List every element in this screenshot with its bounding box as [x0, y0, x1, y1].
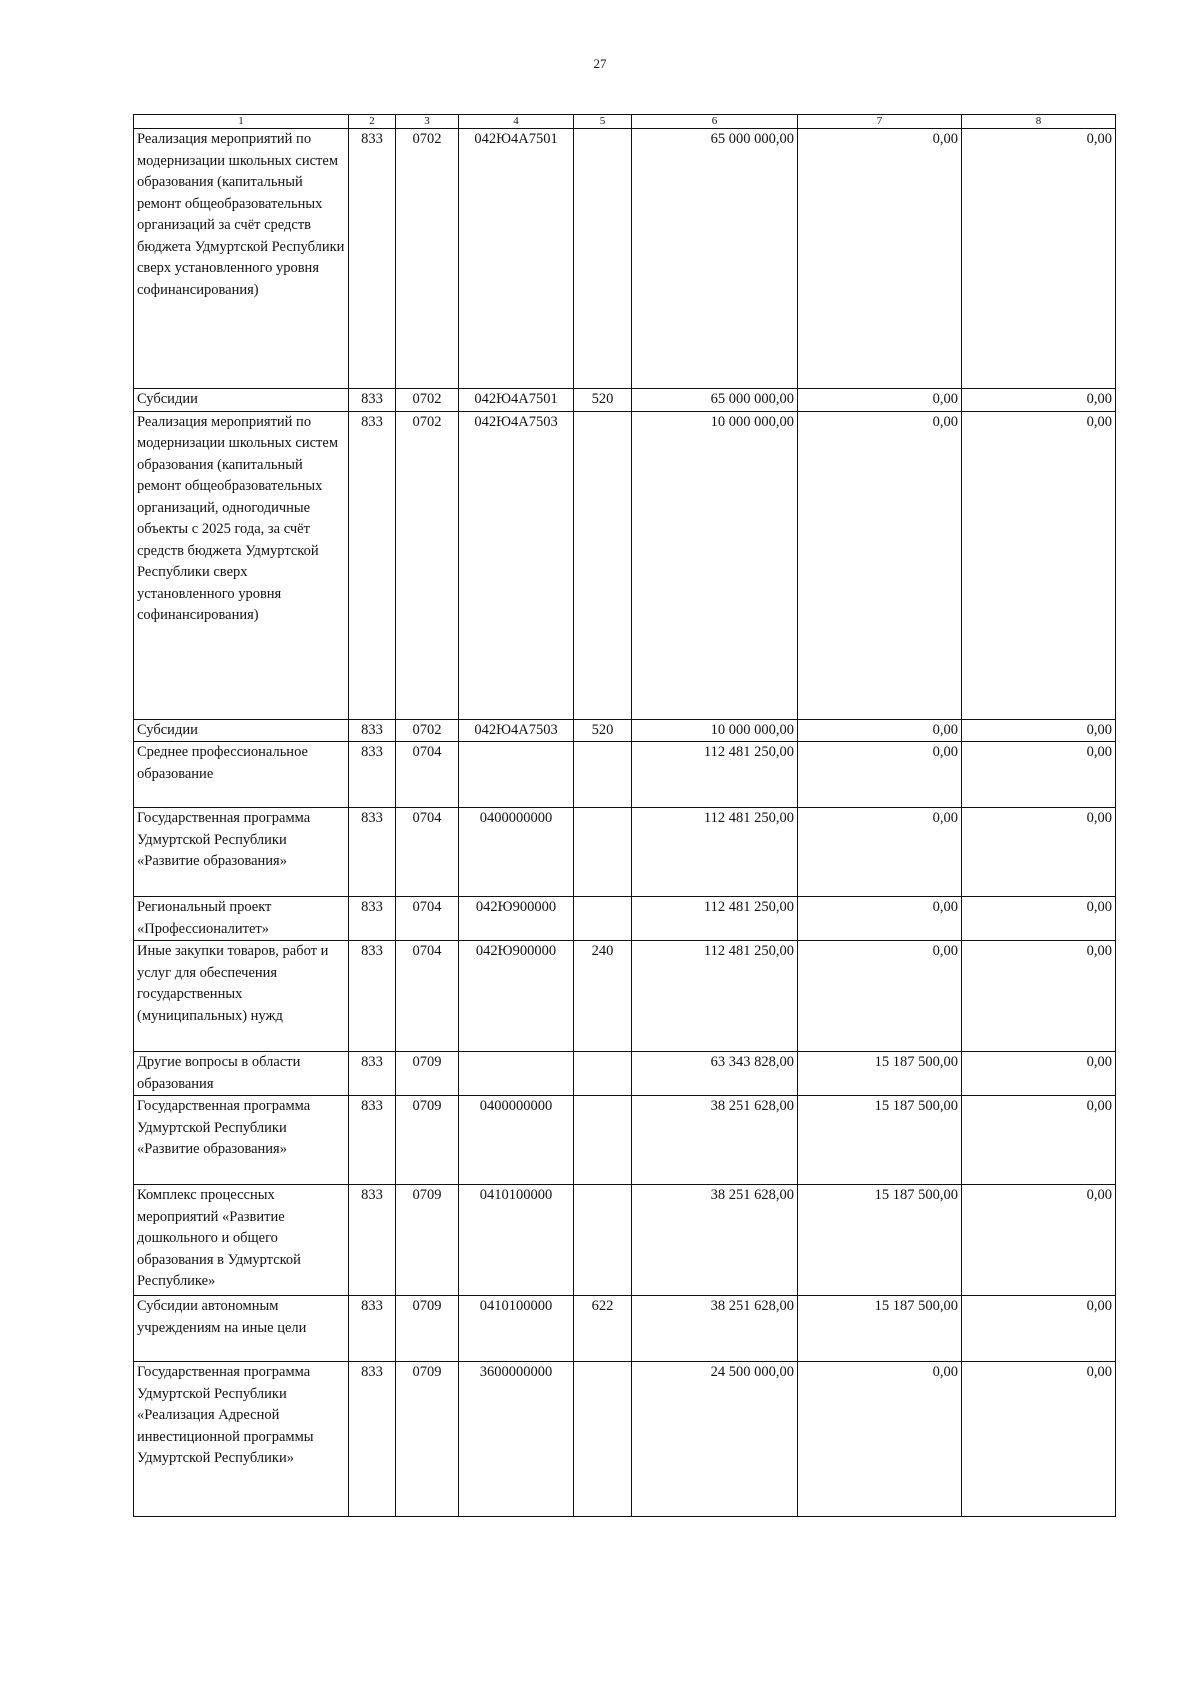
expense-type-code [574, 1096, 632, 1185]
target-article-code: 3600000000 [459, 1362, 574, 1517]
table-row [134, 389, 1116, 412]
amount-column-6: 63 343 828,00 [632, 1052, 798, 1096]
amount-column-8: 0,00 [962, 742, 1116, 808]
expense-type-code: 240 [574, 941, 632, 1052]
ministry-code: 833 [349, 389, 396, 412]
target-article-code: 0410100000 [459, 1296, 574, 1362]
ministry-code: 833 [349, 742, 396, 808]
row-name: Другие вопросы в области образования [134, 1052, 349, 1096]
section-code: 0709 [396, 1362, 459, 1517]
page-number: 27 [593, 56, 607, 71]
target-article-code [459, 1052, 574, 1096]
table-row [134, 1296, 1116, 1362]
row-name: Комплекс процессных мероприятий «Развитие дошкольного и общего образования в Удмуртской Республике» [134, 1185, 349, 1296]
amount-column-7: 0,00 [798, 941, 962, 1052]
expense-type-code: 622 [574, 1296, 632, 1362]
column-number: 8 [962, 115, 1116, 129]
amount-column-6: 112 481 250,00 [632, 808, 798, 897]
column-number-row [134, 115, 1116, 129]
target-article-code: 0400000000 [459, 1096, 574, 1185]
column-number: 4 [459, 115, 574, 129]
section-code: 0704 [396, 808, 459, 897]
amount-column-6: 38 251 628,00 [632, 1096, 798, 1185]
row-name: Государственная программа Удмуртской Республики «Развитие образования» [134, 808, 349, 897]
ministry-code: 833 [349, 1052, 396, 1096]
row-name: Субсидии [134, 719, 349, 742]
target-article-code [459, 742, 574, 808]
amount-column-6: 65 000 000,00 [632, 129, 798, 389]
ministry-code: 833 [349, 808, 396, 897]
expense-type-code [574, 129, 632, 389]
table-row [134, 897, 1116, 941]
target-article-code: 0410100000 [459, 1185, 574, 1296]
row-name: Реализация мероприятий по модернизации школьных систем образования (капитальный ремонт общеобразовательных организаций за счёт средств бюджета Удмуртской Республики сверх установленного уровня софинансирования) [134, 129, 349, 389]
table-row [134, 941, 1116, 1052]
amount-column-6: 10 000 000,00 [632, 719, 798, 742]
target-article-code: 0400000000 [459, 808, 574, 897]
amount-column-8: 0,00 [962, 808, 1116, 897]
table-row [134, 1052, 1116, 1096]
ministry-code: 833 [349, 1185, 396, 1296]
row-name: Государственная программа Удмуртской Республики «Реализация Адресной инвестиционной программы Удмуртской Республики» [134, 1362, 349, 1517]
section-code: 0704 [396, 897, 459, 941]
expense-type-code [574, 742, 632, 808]
target-article-code: 042Ю900000 [459, 941, 574, 1052]
amount-column-7: 15 187 500,00 [798, 1052, 962, 1096]
amount-column-7: 15 187 500,00 [798, 1296, 962, 1362]
section-code: 0702 [396, 129, 459, 389]
amount-column-7: 0,00 [798, 129, 962, 389]
target-article-code: 042Ю4А7503 [459, 719, 574, 742]
section-code: 0704 [396, 742, 459, 808]
row-name: Субсидии [134, 389, 349, 412]
section-code: 0702 [396, 719, 459, 742]
target-article-code: 042Ю4А7501 [459, 129, 574, 389]
table-row [134, 1096, 1116, 1185]
amount-column-6: 38 251 628,00 [632, 1185, 798, 1296]
ministry-code: 833 [349, 1096, 396, 1185]
amount-column-7: 0,00 [798, 1362, 962, 1517]
amount-column-8: 0,00 [962, 1296, 1116, 1362]
row-name: Реализация мероприятий по модернизации школьных систем образования (капитальный ремонт общеобразовательных организаций, одногодичные объекты с 2025 года, за счёт средств бюджета Удмуртской Республики сверх установленного уровня софинансирования) [134, 411, 349, 719]
amount-column-7: 0,00 [798, 411, 962, 719]
row-name: Региональный проект «Профессионалитет» [134, 897, 349, 941]
amount-column-8: 0,00 [962, 1096, 1116, 1185]
ministry-code: 833 [349, 941, 396, 1052]
column-number: 5 [574, 115, 632, 129]
section-code: 0702 [396, 389, 459, 412]
amount-column-6: 38 251 628,00 [632, 1296, 798, 1362]
amount-column-7: 0,00 [798, 897, 962, 941]
column-number: 6 [632, 115, 798, 129]
amount-column-6: 24 500 000,00 [632, 1362, 798, 1517]
row-name: Иные закупки товаров, работ и услуг для обеспечения государственных (муниципальных) нужд [134, 941, 349, 1052]
ministry-code: 833 [349, 411, 396, 719]
column-number: 7 [798, 115, 962, 129]
table-row [134, 1362, 1116, 1517]
target-article-code: 042Ю4А7501 [459, 389, 574, 412]
expense-type-code: 520 [574, 389, 632, 412]
row-name: Среднее профессиональное образование [134, 742, 349, 808]
column-number: 3 [396, 115, 459, 129]
section-code: 0709 [396, 1185, 459, 1296]
table-row [134, 742, 1116, 808]
amount-column-7: 15 187 500,00 [798, 1185, 962, 1296]
table-row [134, 129, 1116, 389]
table-row [134, 1185, 1116, 1296]
section-code: 0704 [396, 941, 459, 1052]
amount-column-7: 0,00 [798, 719, 962, 742]
target-article-code: 042Ю4А7503 [459, 411, 574, 719]
amount-column-6: 65 000 000,00 [632, 389, 798, 412]
ministry-code: 833 [349, 1296, 396, 1362]
amount-column-6: 112 481 250,00 [632, 742, 798, 808]
expense-type-code [574, 1185, 632, 1296]
column-number: 1 [134, 115, 349, 129]
amount-column-7: 0,00 [798, 742, 962, 808]
section-code: 0709 [396, 1096, 459, 1185]
row-name: Субсидии автономным учреждениям на иные цели [134, 1296, 349, 1362]
section-code: 0709 [396, 1052, 459, 1096]
amount-column-8: 0,00 [962, 1185, 1116, 1296]
amount-column-8: 0,00 [962, 389, 1116, 412]
expense-type-code [574, 897, 632, 941]
section-code: 0709 [396, 1296, 459, 1362]
table-row [134, 719, 1116, 742]
amount-column-8: 0,00 [962, 1052, 1116, 1096]
table-row [134, 411, 1116, 719]
amount-column-8: 0,00 [962, 941, 1116, 1052]
ministry-code: 833 [349, 897, 396, 941]
column-number: 2 [349, 115, 396, 129]
expense-type-code [574, 1362, 632, 1517]
amount-column-7: 0,00 [798, 808, 962, 897]
amount-column-6: 10 000 000,00 [632, 411, 798, 719]
amount-column-8: 0,00 [962, 1362, 1116, 1517]
amount-column-8: 0,00 [962, 129, 1116, 389]
expense-type-code: 520 [574, 719, 632, 742]
expense-type-code [574, 411, 632, 719]
amount-column-6: 112 481 250,00 [632, 897, 798, 941]
section-code: 0702 [396, 411, 459, 719]
amount-column-8: 0,00 [962, 719, 1116, 742]
amount-column-8: 0,00 [962, 897, 1116, 941]
target-article-code: 042Ю900000 [459, 897, 574, 941]
amount-column-7: 15 187 500,00 [798, 1096, 962, 1185]
table-row [134, 808, 1116, 897]
row-name: Государственная программа Удмуртской Республики «Развитие образования» [134, 1096, 349, 1185]
ministry-code: 833 [349, 719, 396, 742]
amount-column-8: 0,00 [962, 411, 1116, 719]
amount-column-6: 112 481 250,00 [632, 941, 798, 1052]
expense-type-code [574, 808, 632, 897]
budget-table [133, 114, 1116, 1517]
expense-type-code [574, 1052, 632, 1096]
ministry-code: 833 [349, 1362, 396, 1517]
amount-column-7: 0,00 [798, 389, 962, 412]
ministry-code: 833 [349, 129, 396, 389]
